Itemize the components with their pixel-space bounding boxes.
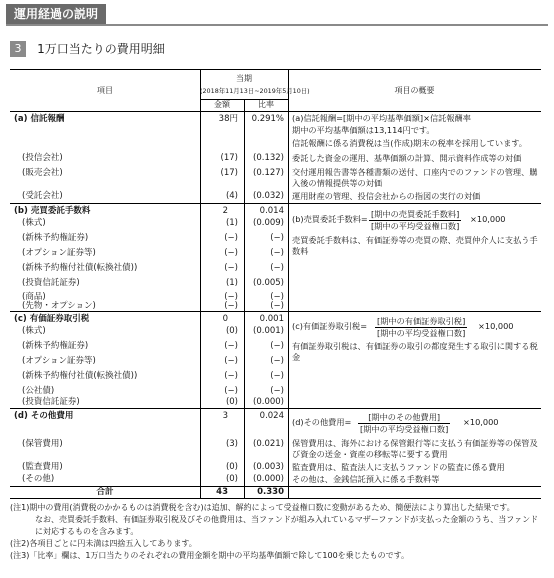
divider bbox=[10, 408, 541, 409]
other-sub-ratio: (0.000) bbox=[253, 474, 284, 484]
trust-desc-1: (a)信託報酬=[期中の平均基準価額]×信託報酬率 bbox=[292, 113, 471, 123]
other-sub-desc: その他は、金銭信託預入に係る手数料等 bbox=[292, 474, 440, 484]
other-sub-desc: 保管費用は、海外における保管銀行等に支払う有価証券等の保管及び資金の送金・資産の移転等に要する費用 bbox=[292, 438, 538, 459]
group-label-tax: (c) 有価証券取引税 bbox=[14, 314, 90, 324]
tax-sub-label: (投資信託証券) bbox=[22, 397, 80, 407]
commission-sub-label: (新株予約権付社債(転換社債)) bbox=[22, 263, 138, 273]
commission-sub-label: (オプション証券等) bbox=[22, 248, 96, 258]
commission-sub-amount: (−) bbox=[224, 292, 238, 302]
cost-table bbox=[10, 69, 541, 499]
formula-prefix: (d)その他費用= bbox=[292, 417, 352, 427]
other-sub-ratio: (0.003) bbox=[253, 462, 284, 472]
total-label: 合計 bbox=[96, 487, 114, 497]
trust-desc-2: 期中の平均基準価額は13,114円です。 bbox=[292, 125, 435, 135]
formula-fraction bbox=[375, 316, 467, 339]
trust-sub-label: (投信会社) bbox=[22, 153, 63, 163]
commission-sub-amount: (−) bbox=[224, 233, 238, 243]
group-label-other: (d) その他費用 bbox=[14, 411, 74, 421]
tax-sub-ratio: (−) bbox=[270, 386, 284, 396]
other-amount: 3 bbox=[222, 411, 228, 421]
formula-denominator: [期中の平均受益権口数] bbox=[371, 221, 460, 231]
other-sub-label: (保管費用) bbox=[22, 439, 63, 449]
section-title: 1万口当たりの費用明細 bbox=[37, 42, 165, 56]
trust-desc-3: 信託報酬に係る消費税は当(作成)期末の税率を採用しています。 bbox=[292, 138, 527, 148]
divider bbox=[288, 70, 289, 498]
tax-ratio: 0.001 bbox=[259, 314, 284, 324]
formula-suffix: ×10,000 bbox=[470, 214, 506, 224]
formula-suffix: ×10,000 bbox=[478, 321, 514, 331]
column-header-item: 項目 bbox=[97, 86, 113, 95]
tax-sub-label: (新株予約権証券) bbox=[22, 341, 89, 351]
tax-sub-amount: (−) bbox=[224, 341, 238, 351]
commission-sub-ratio: (0.005) bbox=[253, 278, 284, 288]
formula-numerator: [期中のその他費用] bbox=[358, 412, 450, 424]
tax-sub-ratio: (0.000) bbox=[253, 397, 284, 407]
header-title: 運用経過の説明 bbox=[6, 4, 106, 24]
commission-sub-ratio: (−) bbox=[270, 233, 284, 243]
section-heading bbox=[10, 38, 165, 56]
tax-sub-amount: (0) bbox=[225, 326, 238, 336]
formula-denominator: [期中の平均受益権口数] bbox=[377, 328, 466, 338]
formula-numerator: [期中の売買委託手数料] bbox=[371, 209, 460, 219]
footnote: (注2)各項目ごとに円未満は四捨五入してあります。 bbox=[10, 539, 197, 548]
commission-ratio: 0.014 bbox=[259, 206, 284, 216]
commission-sub-label: (商品) bbox=[22, 292, 46, 302]
formula-numerator: [期中の有価証券取引税] bbox=[377, 316, 466, 326]
other-sub-amount: (0) bbox=[225, 462, 238, 472]
trust-sub-ratio: (0.032) bbox=[253, 191, 284, 201]
commission-sub-ratio: (−) bbox=[270, 248, 284, 258]
trust-sub-amount: (17) bbox=[220, 168, 238, 178]
trust-ratio: 0.291% bbox=[251, 114, 284, 124]
tax-sub-label: (株式) bbox=[22, 326, 46, 336]
header-bar bbox=[6, 4, 548, 26]
commission-sub-ratio: (0.009) bbox=[253, 218, 284, 228]
trust-sub-amount: (17) bbox=[220, 153, 238, 163]
other-sub-amount: (0) bbox=[225, 474, 238, 484]
commission-sub-amount: (−) bbox=[224, 248, 238, 258]
other-sub-ratio: (0.021) bbox=[253, 439, 284, 449]
column-header-period: 当期 bbox=[236, 74, 252, 83]
divider bbox=[10, 111, 541, 112]
trust-sub-ratio: (0.132) bbox=[253, 153, 284, 163]
commission-sub-label: (新株予約権証券) bbox=[22, 233, 89, 243]
other-sub-label: (監査費用) bbox=[22, 462, 63, 472]
tax-sub-amount: (0) bbox=[225, 397, 238, 407]
footnote: なお、売買委託手数料、有価証券取引税及びその他費用は、当ファンドが組み入れているマザーファンドが支払った金額のうち、当ファンドに対応するものを含みます。 bbox=[35, 515, 539, 536]
group-label-trust: (a) 信託報酬 bbox=[14, 114, 65, 124]
commission-sub-ratio: (−) bbox=[270, 301, 284, 311]
commission-sub-ratio: (−) bbox=[270, 292, 284, 302]
tax-desc: 有価証券取引税は、有価証券の取引の都度発生する取引に関する税金 bbox=[292, 341, 538, 362]
tax-sub-label: (公社債) bbox=[22, 386, 55, 396]
tax-sub-ratio: (−) bbox=[270, 356, 284, 366]
commission-desc: 売買委託手数料は、有価証券等の売買の際、売買仲介人に支払う手数料 bbox=[292, 235, 538, 256]
column-header-amount: 金額 bbox=[214, 100, 230, 109]
column-header-period-range: (2018年11月13日~2019年5月10日) bbox=[200, 87, 310, 95]
tax-sub-label: (オプション証券等) bbox=[22, 356, 96, 366]
tax-sub-amount: (−) bbox=[224, 371, 238, 381]
formula-denominator: [期中の平均受益権口数] bbox=[360, 424, 449, 434]
commission-sub-label: (株式) bbox=[22, 218, 46, 228]
other-sub-desc: 監査費用は、監査法人に支払うファンドの監査に係る費用 bbox=[292, 462, 505, 472]
commission-amount: 2 bbox=[222, 206, 228, 216]
footnote: (注1)期中の費用(消費税のかかるものは消費税を含む)は追加、解約によって受益権口数に変動があるため、簡便法により算出した結果です。 bbox=[10, 503, 515, 512]
formula-fraction bbox=[358, 412, 450, 435]
group-label-commission: (b) 売買委託手数料 bbox=[14, 206, 91, 216]
tax-sub-amount: (−) bbox=[224, 356, 238, 366]
tax-amount: 0 bbox=[222, 314, 228, 324]
footnotes bbox=[10, 502, 546, 562]
total-amount: 43 bbox=[216, 487, 228, 497]
total-ratio: 0.330 bbox=[257, 487, 284, 497]
commission-sub-label: (投資信託証券) bbox=[22, 278, 80, 288]
tax-sub-ratio: (−) bbox=[270, 341, 284, 351]
formula-prefix: (b)売買委託手数料= bbox=[292, 214, 368, 224]
commission-sub-label: (先物・オプション) bbox=[22, 301, 96, 311]
trust-sub-label: (販売会社) bbox=[22, 168, 63, 178]
trust-sub-desc: 交付運用報告書等各種書類の送付、口座内でのファンドの管理、購入後の情報提供等の対価 bbox=[292, 167, 538, 188]
other-sub-amount: (3) bbox=[225, 439, 238, 449]
formula-fraction bbox=[369, 209, 461, 232]
formula-prefix: (c)有価証券取引税= bbox=[292, 321, 368, 331]
tax-sub-ratio: (−) bbox=[270, 371, 284, 381]
commission-sub-ratio: (−) bbox=[270, 263, 284, 273]
commission-sub-amount: (−) bbox=[224, 263, 238, 273]
trust-sub-ratio: (0.127) bbox=[253, 168, 284, 178]
commission-sub-amount: (1) bbox=[225, 278, 238, 288]
other-sub-label: (その他) bbox=[22, 474, 55, 484]
trust-sub-desc: 運用財産の管理、投信会社からの指図の実行の対価 bbox=[292, 191, 481, 201]
footnote: (注3)「比率」欄は、1万口当たりのそれぞれの費用金額を期中の平均基準価額で除して100を乗じたものです。 bbox=[10, 551, 410, 560]
formula-suffix: ×10,000 bbox=[463, 417, 499, 427]
section-number: 3 bbox=[10, 41, 26, 57]
trust-sub-amount: (4) bbox=[225, 191, 238, 201]
trust-sub-label: (受託会社) bbox=[22, 191, 63, 201]
tax-sub-label: (新株予約権付社債(転換社債)) bbox=[22, 371, 138, 381]
commission-sub-amount: (1) bbox=[225, 218, 238, 228]
tax-sub-ratio: (0.001) bbox=[253, 326, 284, 336]
trust-amount: 38円 bbox=[218, 114, 238, 124]
column-header-summary: 項目の概要 bbox=[394, 86, 435, 95]
other-ratio: 0.024 bbox=[259, 411, 284, 421]
trust-sub-desc: 委託した資金の運用、基準価額の計算、開示資料作成等の対価 bbox=[292, 153, 522, 163]
divider bbox=[10, 203, 541, 204]
commission-sub-amount: (−) bbox=[224, 301, 238, 311]
tax-sub-amount: (−) bbox=[224, 386, 238, 396]
column-header-ratio: 比率 bbox=[258, 100, 274, 109]
